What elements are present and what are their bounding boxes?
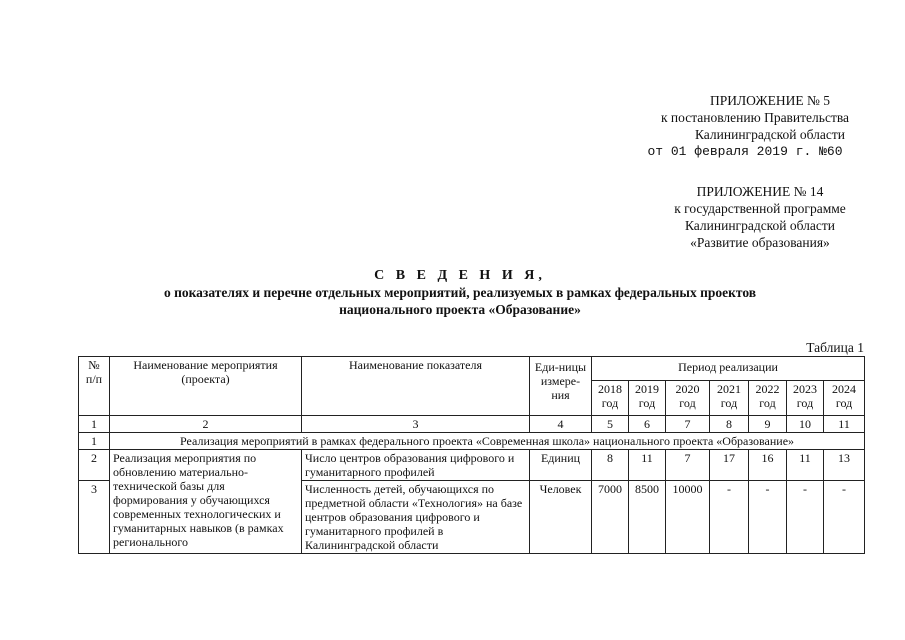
appendix-5-date: от 01 февраля 2019 г. №60 (647, 144, 843, 159)
document-heading (60, 267, 860, 318)
column-number: 11 (824, 416, 865, 433)
row-value: 8500 (629, 481, 666, 554)
header-num: № п/п (79, 357, 110, 416)
header-year: 2019 год (629, 380, 666, 415)
appendix-5-title: ПРИЛОЖЕНИЕ № 5 (709, 93, 831, 108)
row-value: 13 (824, 450, 865, 481)
column-number: 8 (710, 416, 749, 433)
header-period: Период реализации (592, 357, 865, 381)
column-number-row (79, 416, 865, 433)
appendix-14-block (640, 183, 880, 251)
appendix-14-line-2: Калининградской области (684, 218, 836, 233)
table-label: Таблица 1 (806, 340, 864, 355)
header-year: 2020 год (666, 380, 710, 415)
row-value: - (749, 481, 787, 554)
appendix-14-title: ПРИЛОЖЕНИЕ № 14 (696, 184, 824, 199)
header-year: 2021 год (710, 380, 749, 415)
header-unit: Еди-ницы измере-ния (530, 357, 592, 416)
header-year: 2023 год (787, 380, 824, 415)
header-year: 2022 год (749, 380, 787, 415)
row-num: 3 (79, 481, 110, 554)
row-value: 7000 (592, 481, 629, 554)
section-num: 1 (79, 433, 110, 450)
column-number: 9 (749, 416, 787, 433)
appendix-5-line-2: Калининградской области (694, 127, 846, 142)
heading-sub-2: национального проекта «Образование» (339, 302, 581, 317)
column-number: 7 (666, 416, 710, 433)
heading-sub-1: о показателях и перечне отдельных мероприятий, реализуемых в рамках федеральных проектов (163, 285, 757, 300)
row-value: 10000 (666, 481, 710, 554)
section-row (79, 433, 865, 450)
column-number: 1 (79, 416, 110, 433)
column-number: 5 (592, 416, 629, 433)
row-value: 8 (592, 450, 629, 481)
column-number: 10 (787, 416, 824, 433)
appendix-5-block (620, 92, 890, 160)
row-value: - (787, 481, 824, 554)
row-value: 11 (787, 450, 824, 481)
row-value: - (824, 481, 865, 554)
column-number: 6 (629, 416, 666, 433)
header-event: Наименование мероприятия (проекта) (110, 357, 302, 416)
row-unit: Человек (530, 481, 592, 554)
column-number: 4 (530, 416, 592, 433)
appendix-14-line-3: «Развитие образования» (690, 235, 830, 250)
header-year: 2024 год (824, 380, 865, 415)
row-unit: Единиц (530, 450, 592, 481)
row-value: 11 (629, 450, 666, 481)
row-value: 7 (666, 450, 710, 481)
row-value: - (710, 481, 749, 554)
row-value: 16 (749, 450, 787, 481)
header-indicator: Наименование показателя (302, 357, 530, 416)
header-year: 2018 год (592, 380, 629, 415)
row-indicator: Численность детей, обучающихся по предметной области «Технология» на базе центров образования цифрового и гуманитарного профилей в Калининградской области (302, 481, 530, 554)
appendix-14-line-1: к государственной программе (674, 201, 846, 216)
section-title: Реализация мероприятий в рамках федерального проекта «Современная школа» национального проекта «Образование» (110, 433, 865, 450)
row-num: 2 (79, 450, 110, 481)
column-number: 2 (110, 416, 302, 433)
column-number: 3 (302, 416, 530, 433)
event-name: Реализация мероприятия по обновлению материально-технической базы для формирования у обучающихся современных технологических и гуманитарных навыков (в рамках регионального (110, 450, 302, 554)
row-value: 17 (710, 450, 749, 481)
indicators-table (78, 356, 865, 554)
table-row (79, 450, 865, 481)
appendix-5-line-1: к постановлению Правительства (660, 110, 850, 125)
row-indicator: Число центров образования цифрового и гуманитарного профилей (302, 450, 530, 481)
heading-main: С В Е Д Е Н И Я, (374, 268, 546, 283)
